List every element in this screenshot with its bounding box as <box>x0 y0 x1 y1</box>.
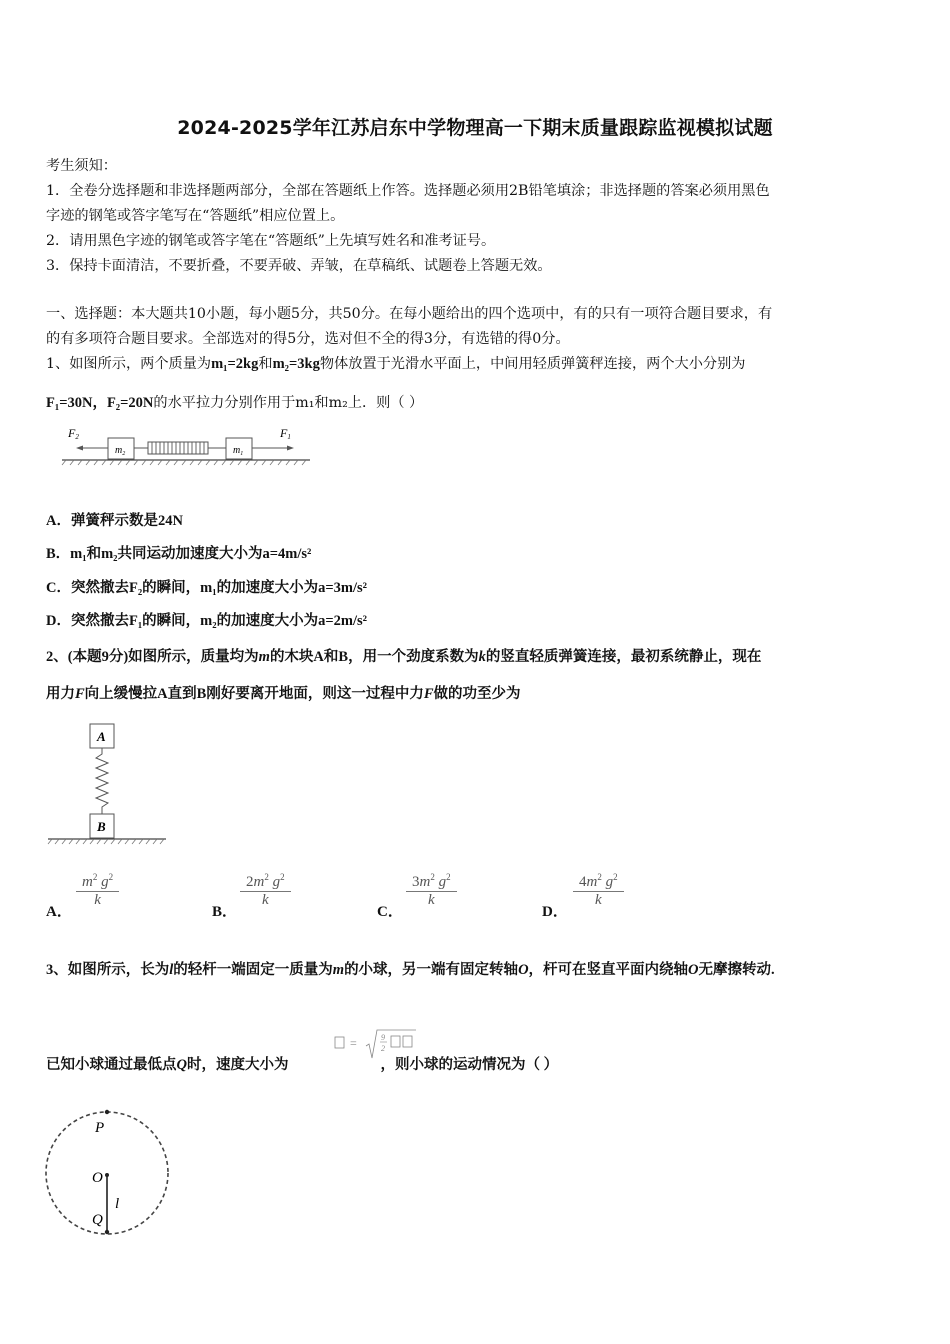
block-a-label: A <box>97 729 106 744</box>
spring-scale <box>148 442 208 454</box>
label-q: Q <box>92 1212 103 1228</box>
q3-circle-figure <box>40 1108 175 1238</box>
q1-option-b: B．m₁和m₂共同运动加速度大小为a=4m/s² <box>46 546 312 562</box>
section-intro-2: 的有多项符合题目要求。全部选对的得5分，选对但不全的得3分，有选错的得0分。 <box>46 331 570 347</box>
q3-line-2: 已知小球通过最低点Q时，速度大小为 ，则小球的运动情况为（ ） <box>46 1057 559 1073</box>
q1-option-a: A．弹簧秤示数是24N <box>46 513 183 529</box>
point-q <box>105 1230 109 1234</box>
q1-line-2: F₁=30N，F₂=20N的水平拉力分别作用于m₁和m₂上．则（ ） <box>46 395 424 411</box>
block-m2-label: $m_2$ <box>115 445 126 457</box>
label-p: P <box>95 1120 105 1136</box>
pivot-o <box>105 1173 109 1177</box>
block-m1-label: $m_1$ <box>233 445 244 457</box>
q1-option-c: C．突然撤去F₂的瞬间，m₁的加速度大小为a=3m/s² <box>46 580 367 596</box>
notice-item-1a: 1．全卷分选择题和非选择题两部分，全部在答题纸上作答。选择题必须用2B铅笔填涂；非选择题的答案必须用黑色 <box>46 183 770 199</box>
q2-line-1: 2、(本题9分)如图所示，质量均为m的木块A和B，用一个劲度系数为k的竖直轻质弹簧连接，最初系统静止，现在 <box>46 649 762 665</box>
vertical-spring <box>96 748 108 814</box>
notice-item-3: 3．保持卡面清洁，不要折叠，不要弄破、弄皱，在草稿纸、试题卷上答题无效。 <box>46 258 552 274</box>
section-intro-1: 一、选择题：本大题共10小题，每小题5分，共50分。在每小题给出的四个选项中，有的只有一项符合题目要求，有 <box>46 306 773 322</box>
q1-option-d: D．突然撤去F₁的瞬间，m₂的加速度大小为a=2m/s² <box>46 613 367 629</box>
block-b-label: B <box>97 819 106 834</box>
label-o: O <box>92 1170 103 1186</box>
q1-line-1: 1、如图所示，两个质量为m₁=2kg和m₂=3kg物体放置于光滑水平面上，中间用轻质弹簧秤连接，两个大小分别为 <box>46 356 746 372</box>
notice-item-2: 2．请用黑色字迹的钢笔或答字笔在“答题纸”上先填写姓名和准考证号。 <box>46 233 496 249</box>
label-l: l <box>115 1196 120 1212</box>
f1-label: F1 <box>280 426 291 441</box>
notice-heading: 考生须知： <box>46 158 117 174</box>
point-p <box>105 1110 109 1114</box>
notice-item-1b: 字迹的钢笔或答字笔写在“答题纸”相应位置上。 <box>46 208 345 224</box>
q1-spring-figure <box>58 420 318 468</box>
q2-spring-figure <box>46 720 171 850</box>
svg-text:9: 9 <box>381 1033 385 1042</box>
f2-label: F2 <box>68 426 79 441</box>
svg-text:2: 2 <box>381 1044 385 1053</box>
svg-text:=: = <box>350 1036 357 1050</box>
page-title: 2024-2025学年江苏启东中学物理高一下期末质量跟踪监视模拟试题 <box>177 117 773 139</box>
q2-line-2: 用力F向上缓慢拉A直到B刚好要离开地面，则这一过程中力F做的功至少为 <box>46 686 521 702</box>
q3-line-1: 3、如图所示，长为l的轻杆一端固定一质量为m的小球，另一端有固定转轴O，杆可在竖直平面内绕轴O无摩擦转动. <box>46 962 775 978</box>
